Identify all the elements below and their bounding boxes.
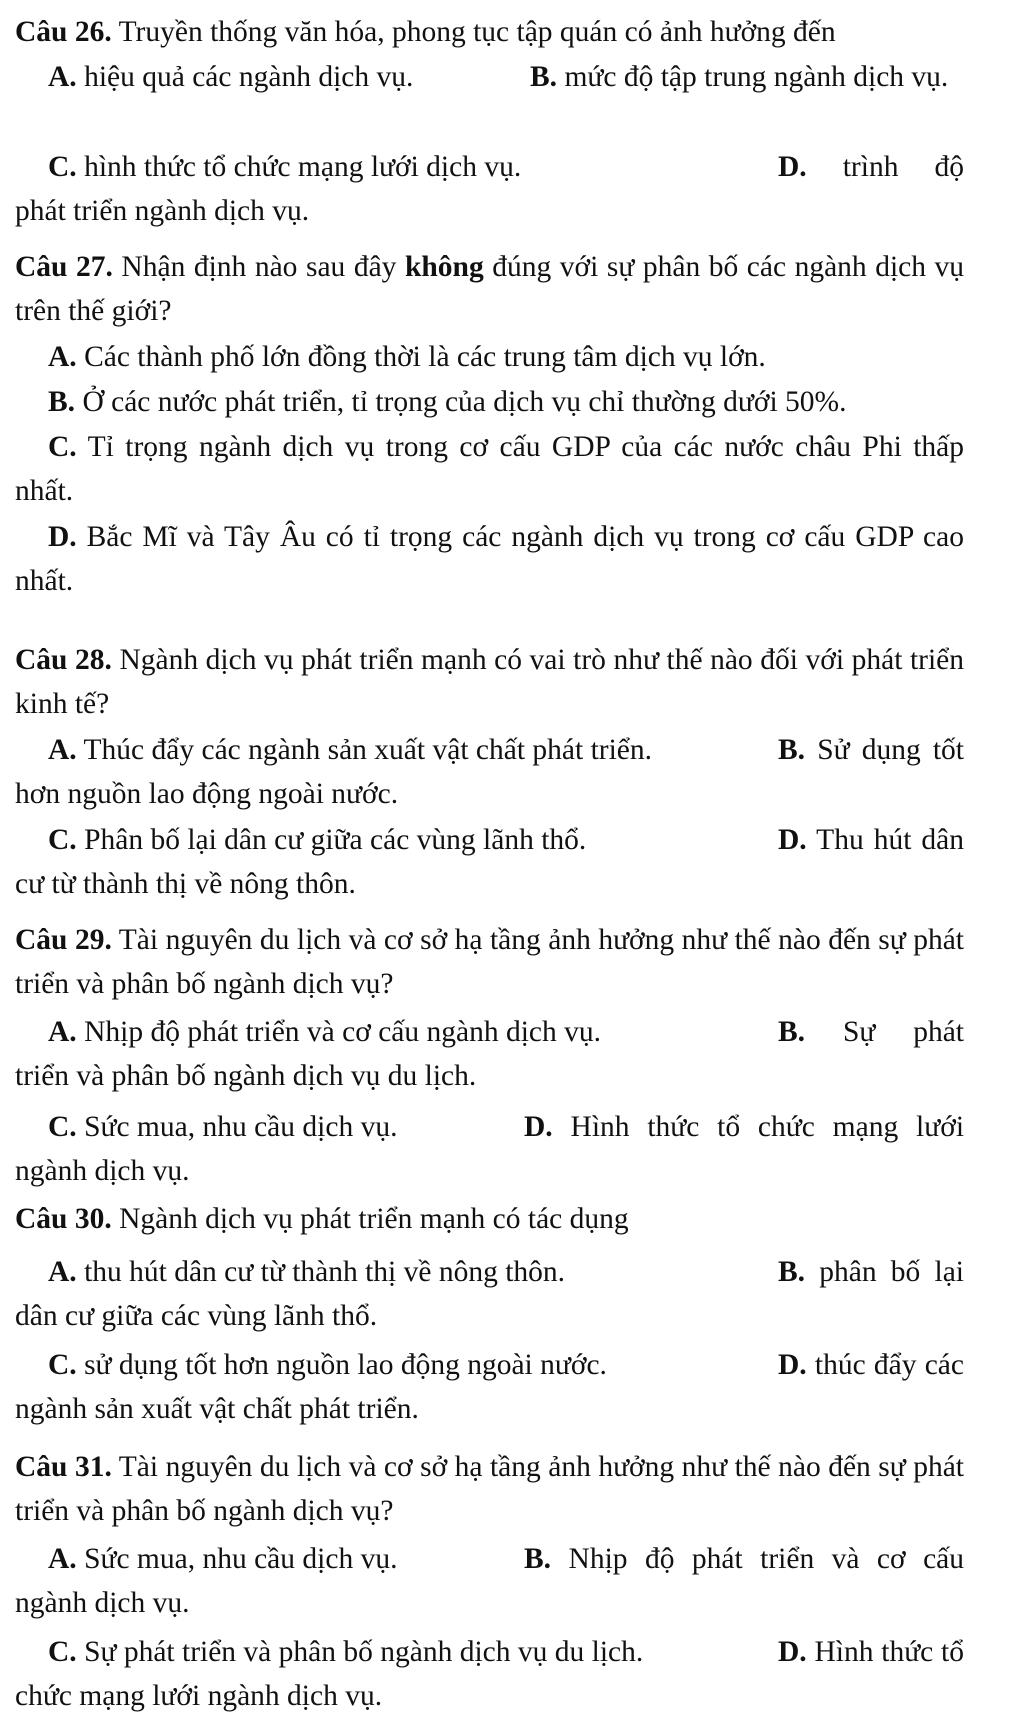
q27-stem-post: đúng với sự phân bố các ngành dịch vụ trên thế giới? (15, 251, 965, 327)
q29-option-a-text: Nhịp độ phát triển và cơ cấu ngành dịch vụ. (84, 1016, 602, 1048)
q31-option-c-text: Sự phát triển và phân bố ngành dịch vụ du lịch. (84, 1636, 644, 1668)
q31-stem: Tài nguyên du lịch và cơ sở hạ tầng ảnh hưởng như thế nào đến sự phát triển và phân bố ngành dịch vụ? (15, 1451, 965, 1527)
q27-number: Câu 27. (15, 251, 113, 283)
q31-option-d-letter: D. (778, 1636, 807, 1668)
q29-line-2 (0, 1010, 1024, 1092)
q31-option-b-letter: B. (524, 1543, 552, 1575)
q28-stem: Ngành dịch vụ phát triển mạnh có vai trò như thế nào đối với phát triển kinh tế? (15, 644, 965, 720)
q29-line-3 (0, 1105, 1024, 1187)
q27-line-4 (0, 425, 1024, 507)
q26-option-a-text: hiệu quả các ngành dịch vụ. (84, 61, 414, 93)
q26-option-a-letter: A. (48, 61, 77, 93)
q31-option-c-letter: C. (48, 1636, 77, 1668)
q28-line-1 (0, 638, 1024, 720)
q27-line-3 (0, 380, 1024, 424)
q27-stem-pre: Nhận định nào sau đây (121, 251, 397, 283)
q26-line-3 (0, 145, 1024, 227)
q26-number: Câu 26. (15, 16, 112, 48)
q27-line-2 (0, 335, 1024, 379)
q27-option-a-text: Các thành phố lớn đồng thời là các trung tâm dịch vụ lớn. (84, 341, 766, 373)
q29-option-a-letter: A. (48, 1016, 77, 1048)
q27-option-b-letter: B. (48, 386, 76, 418)
q26-line-2 (0, 55, 1024, 99)
q29-line-1 (0, 918, 1024, 1000)
q30-option-d-text: thúc đẩy các ngành sản xuất vật chất phát triển. (15, 1349, 964, 1425)
q26-stem: Truyền thống văn hóa, phong tục tập quán có ảnh hưởng đến (118, 16, 836, 48)
q30-option-b-letter: B. (778, 1256, 806, 1288)
q28-option-d-text: Thu hút dân cư từ thành thị về nông thôn. (15, 824, 965, 900)
q31-option-a-text: Sức mua, nhu cầu dịch vụ. (84, 1543, 398, 1575)
q27-option-c-letter: C. (48, 431, 77, 463)
q27-option-a-letter: A. (48, 341, 77, 373)
q29-option-b-letter: B. (778, 1016, 806, 1048)
q30-line-3 (0, 1343, 1024, 1425)
q30-line-2 (0, 1250, 1024, 1332)
q30-option-a-text: thu hút dân cư từ thành thị về nông thôn. (84, 1256, 566, 1288)
q26-option-d-letter: D. (778, 151, 807, 183)
q27-option-c-text: Tỉ trọng ngành dịch vụ trong cơ cấu GDP của các nước châu Phi thấp nhất. (15, 431, 965, 507)
q27-option-d-text: Bắc Mĩ và Tây Âu có tỉ trọng các ngành dịch vụ trong cơ cấu GDP cao nhất. (15, 521, 964, 597)
q31-option-d-text: Hình thức tổ chức mạng lưới ngành dịch vụ. (15, 1636, 964, 1712)
q28-number: Câu 28. (15, 644, 112, 676)
q31-line-3 (0, 1630, 1024, 1712)
q29-number: Câu 29. (15, 924, 112, 956)
q28-option-d-letter: D. (778, 824, 807, 856)
q28-option-a-letter: A. (48, 734, 77, 766)
q26-option-c-letter: C. (48, 151, 77, 183)
q27-line-1 (0, 245, 1024, 327)
q29-option-b-text: Sự phát triển và phân bố ngành dịch vụ du lịch. (15, 1016, 964, 1092)
q28-option-c-text: Phân bố lại dân cư giữa các vùng lãnh thổ. (84, 824, 587, 856)
q29-option-c-letter: C. (48, 1111, 77, 1143)
q27-line-5 (0, 515, 1024, 597)
q30-option-a-letter: A. (48, 1256, 77, 1288)
q26-option-b-letter: B. (530, 61, 558, 93)
q29-option-c-text: Sức mua, nhu cầu dịch vụ. (84, 1111, 398, 1143)
q29-option-d-letter: D. (524, 1111, 553, 1143)
q31-option-a-letter: A. (48, 1543, 77, 1575)
q30-option-d-letter: D. (778, 1349, 807, 1381)
q26-option-b-text: mức độ tập trung ngành dịch vụ. (564, 61, 949, 93)
q28-option-a-text: Thúc đẩy các ngành sản xuất vật chất phát triển. (83, 734, 652, 766)
q30-line-1 (0, 1197, 1024, 1241)
q30-option-b-text: phân bố lại dân cư giữa các vùng lãnh thổ. (15, 1256, 964, 1332)
q30-number: Câu 30. (15, 1203, 112, 1235)
q28-option-b-letter: B. (778, 734, 806, 766)
q31-number: Câu 31. (15, 1451, 112, 1483)
q28-option-b-text: Sử dụng tốt hơn nguồn lao động ngoài nước. (15, 734, 965, 810)
q31-option-b-text: Nhịp độ phát triển và cơ cấu ngành dịch vụ. (15, 1543, 965, 1619)
q31-line-1 (0, 1445, 1024, 1527)
q27-option-d-letter: D. (48, 521, 77, 553)
q30-option-c-text: sử dụng tốt hơn nguồn lao động ngoài nước. (84, 1349, 607, 1381)
q27-stem-emphasis: không (404, 251, 484, 283)
q30-stem: Ngành dịch vụ phát triển mạnh có tác dụng (119, 1203, 629, 1235)
q28-line-2 (0, 728, 1024, 810)
q30-option-c-letter: C. (48, 1349, 77, 1381)
q29-option-d-text: Hình thức tổ chức mạng lưới ngành dịch vụ. (15, 1111, 965, 1187)
q26-line-1 (0, 10, 1024, 54)
q28-line-3 (0, 818, 1024, 900)
q31-line-2 (0, 1537, 1024, 1619)
q27-option-b-text: Ở các nước phát triển, tỉ trọng của dịch vụ chỉ thường dưới 50%. (82, 386, 847, 418)
q29-stem: Tài nguyên du lịch và cơ sở hạ tầng ảnh hưởng như thế nào đến sự phát triển và phân bố ngành dịch vụ? (15, 924, 965, 1000)
q28-option-c-letter: C. (48, 824, 77, 856)
q26-option-c-text: hình thức tổ chức mạng lưới dịch vụ. (84, 151, 522, 183)
q26-option-d-text: trình độ phát triển ngành dịch vụ. (15, 151, 964, 227)
